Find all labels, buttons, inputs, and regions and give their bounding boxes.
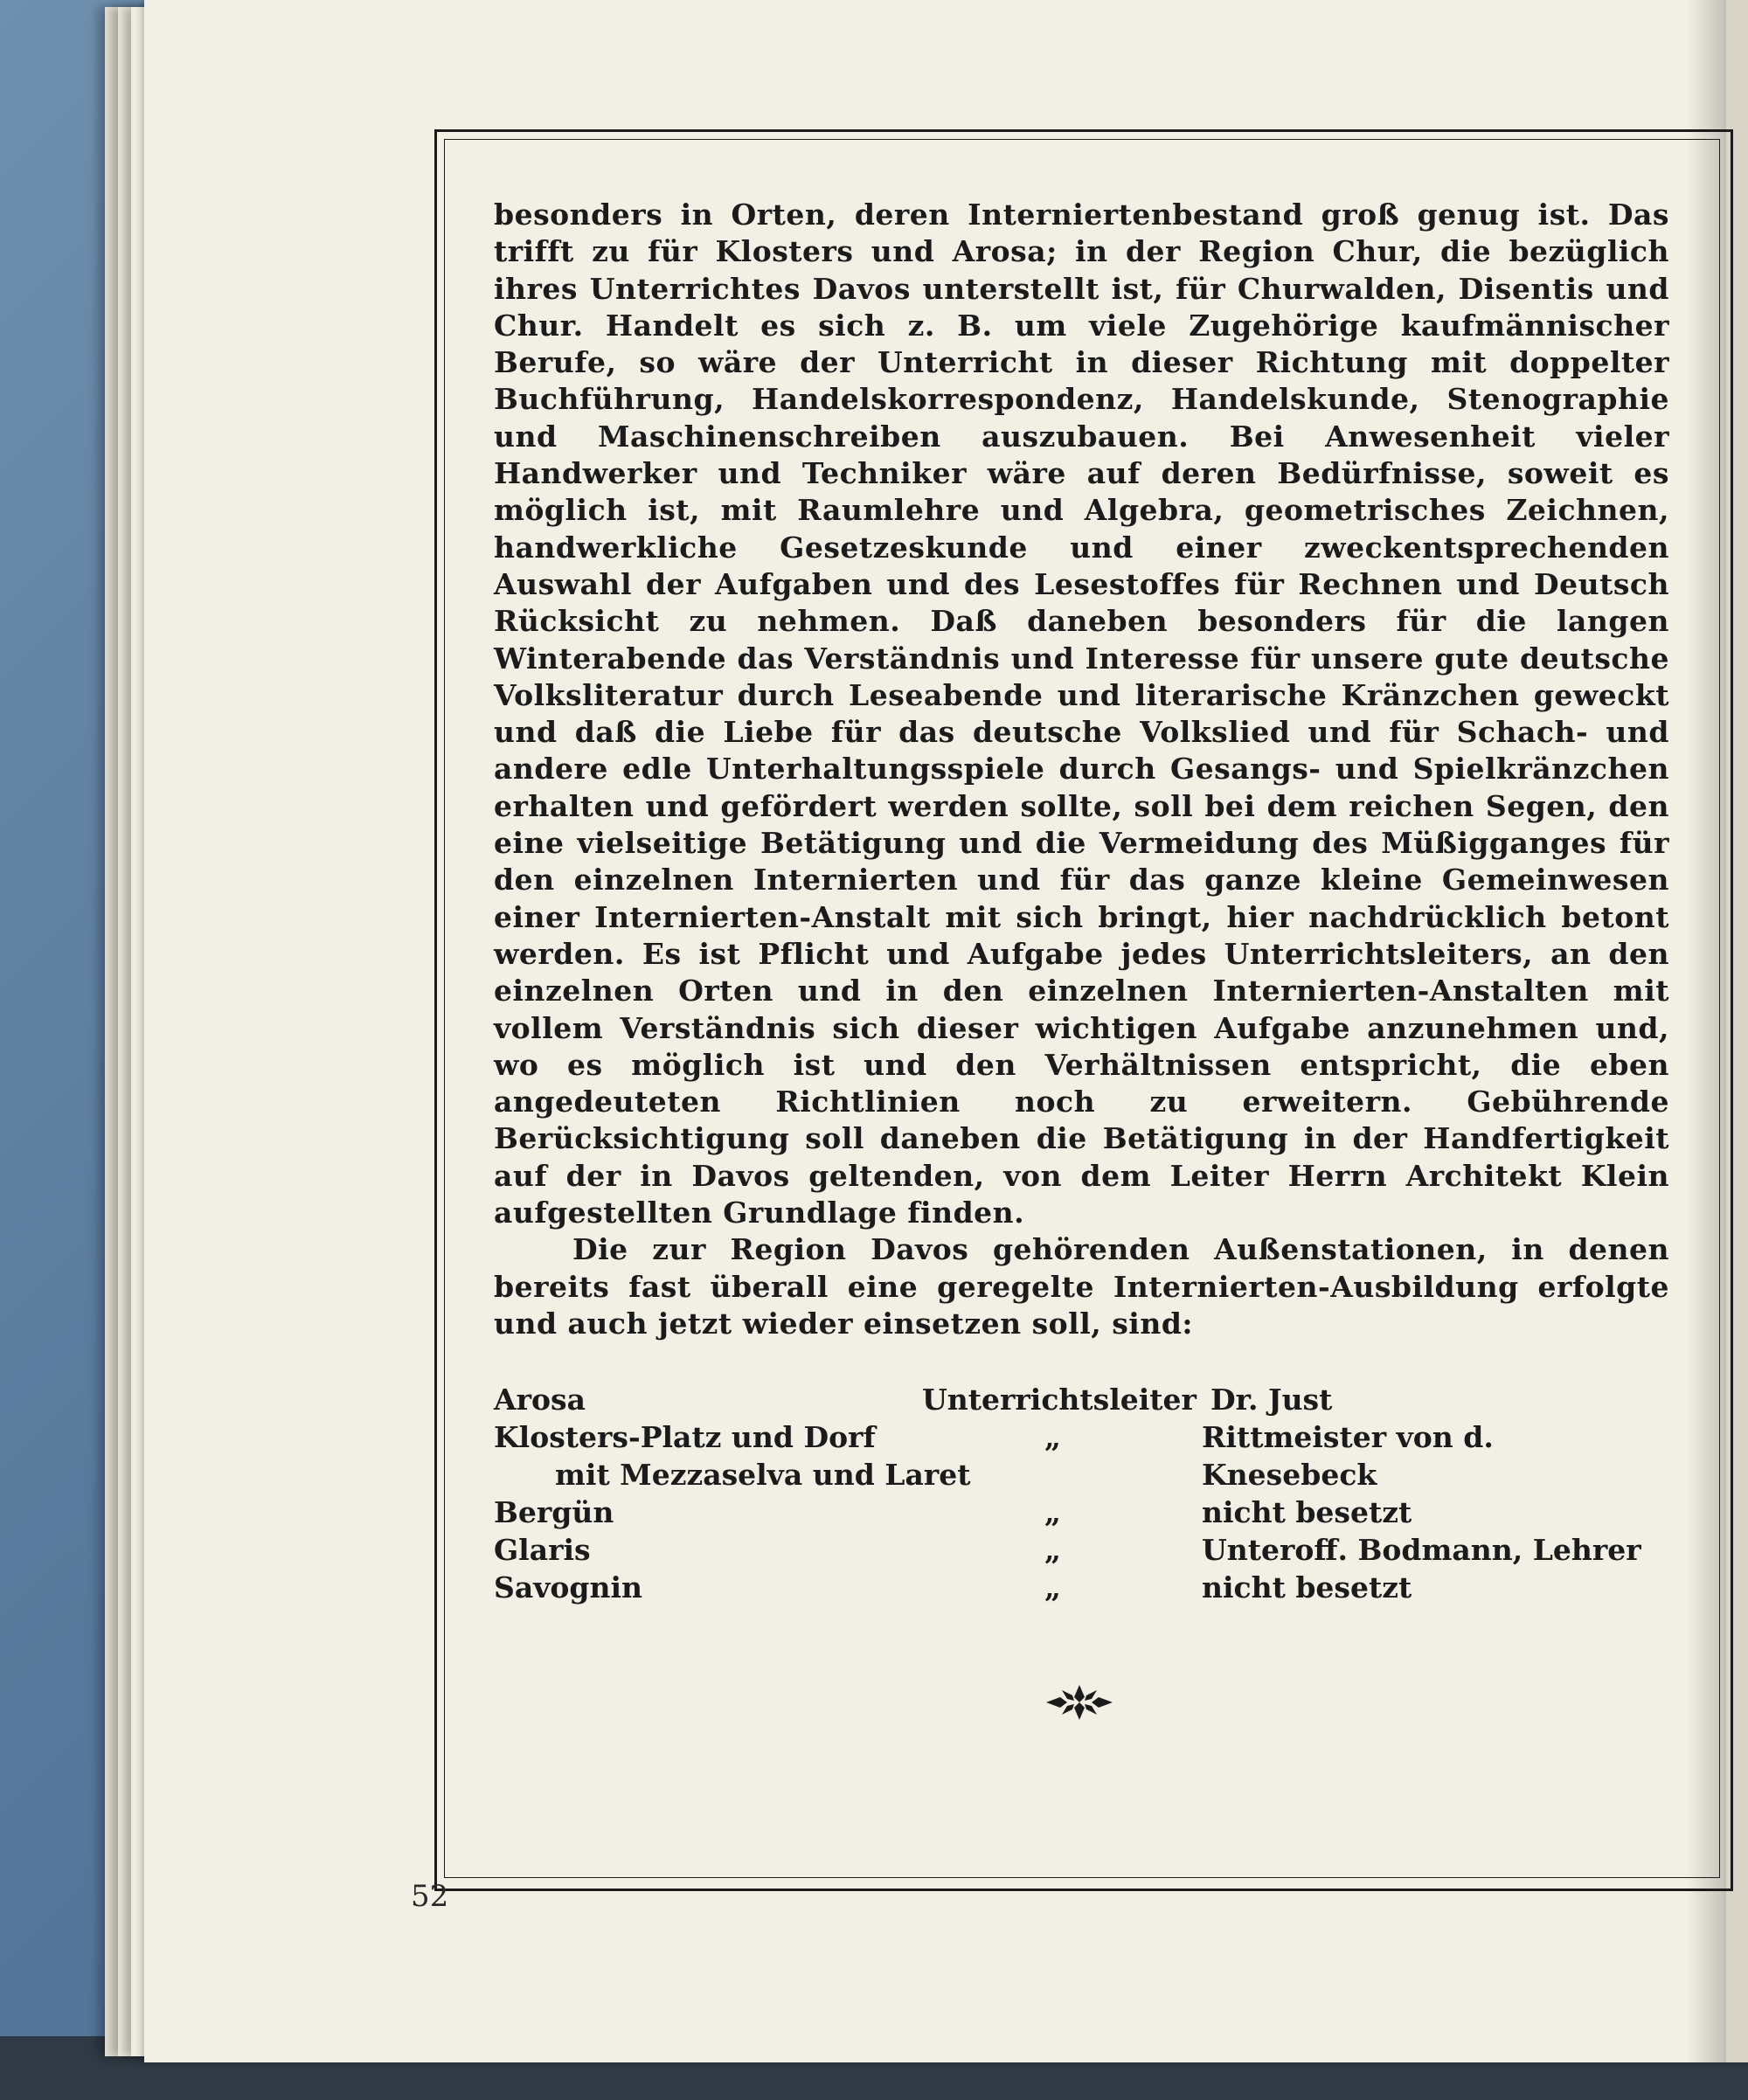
station-leader: Unteroff. Bodmann, Lehrer	[1202, 1533, 1641, 1567]
station-leader: nicht besetzt	[1202, 1570, 1412, 1604]
ornament-icon	[1044, 1683, 1114, 1722]
ditto-mark: „	[1044, 1495, 1061, 1529]
ditto-mark: „	[1044, 1533, 1061, 1567]
ditto-mark: „	[1044, 1420, 1061, 1454]
station-row	[494, 1569, 1669, 1606]
station-row	[494, 1494, 1669, 1531]
station-row	[494, 1381, 1669, 1418]
station-leader: Dr. Just	[1210, 1383, 1333, 1417]
page-number: 52	[411, 1879, 449, 1914]
station-place: Bergün	[494, 1495, 614, 1529]
ditto-mark: „	[1044, 1570, 1061, 1604]
station-leader: nicht besetzt	[1202, 1495, 1412, 1529]
station-place: Arosa	[494, 1383, 586, 1417]
station-row	[494, 1531, 1669, 1569]
paragraph: Die zur Region Davos gehörenden Außenstationen, in denen bereits fast überall eine geregelte Internierten-Ausbildung erfolgte und auch jetzt wieder einsetzen soll, sind:	[494, 1232, 1669, 1341]
station-place: Glaris	[494, 1533, 591, 1567]
role-label: Unterrichtsleiter	[922, 1383, 1197, 1417]
station-place: Savognin	[494, 1570, 642, 1604]
station-row	[494, 1456, 1669, 1494]
station-place: Klosters-Platz und Dorf	[494, 1420, 876, 1454]
body-text	[494, 197, 1669, 1342]
station-subplace: mit Mezzaselva und Laret	[555, 1458, 971, 1492]
station-leader: Rittmeister von d. Knesebeck	[1202, 1420, 1494, 1492]
stations-list	[494, 1381, 1669, 1606]
paragraph: besonders in Orten, deren Interniertenbestand groß genug ist. Das trifft zu für Klosters und Arosa; in der Region Chur, die bezüglich ihres Unterrichtes Davos unterstellt ist, für Churwalden, Disentis und Chur. Handelt es sich z. B. um viele Zugehörige kaufmännischer Berufe, so wäre der Unterricht in dieser Richtung mit doppelter Buchführung, Handelskorrespondenz, Handelskunde, Stenographie und Maschinenschreiben auszubauen. Bei Anwesenheit vieler Handwerker und Techniker wäre auf deren Bedürfnisse, soweit es möglich ist, mit Raumlehre und Algebra, geometrisches Zeichnen, handwerkliche Gesetzeskunde und einer zweckentsprechenden Auswahl der Aufgaben und des Lesestoffes für Rechnen und Deutsch Rücksicht zu nehmen. Daß daneben besonders für die langen Winterabende das Verständnis und Interesse für unsere gute deutsche Volksliteratur durch Leseabende und literarische Kränzchen geweckt und daß die Liebe für das deutsche Volkslied und für Schach- und andere edle Unterhaltungsspiele durch Gesangs- und Spielkränzchen erhalten und gefördert werden sollte, soll bei dem reichen Segen, den eine vielseitige Betätigung und die Vermeidung des Müßigganges für den einzelnen Internierten und für das ganze kleine Gemeinwesen einer Internierten-Anstalt mit sich bringt, hier nachdrücklich betont werden. Es ist Pflicht und Aufgabe jedes Unterrichtsleiters, an den einzelnen Orten und in den einzelnen Internierten-Anstalten mit vollem Verständnis sich dieser wichtigen Aufgabe anzunehmen und, wo es möglich ist und den Verhältnissen entspricht, die eben angedeuteten Richtlinien noch zu erweitern. Gebührende Berücksichtigung soll daneben die Betätigung in der Handfertigkeit auf der in Davos geltenden, von dem Leiter Herrn Architekt Klein aufgestellten Grundlage finden.	[494, 198, 1669, 1230]
